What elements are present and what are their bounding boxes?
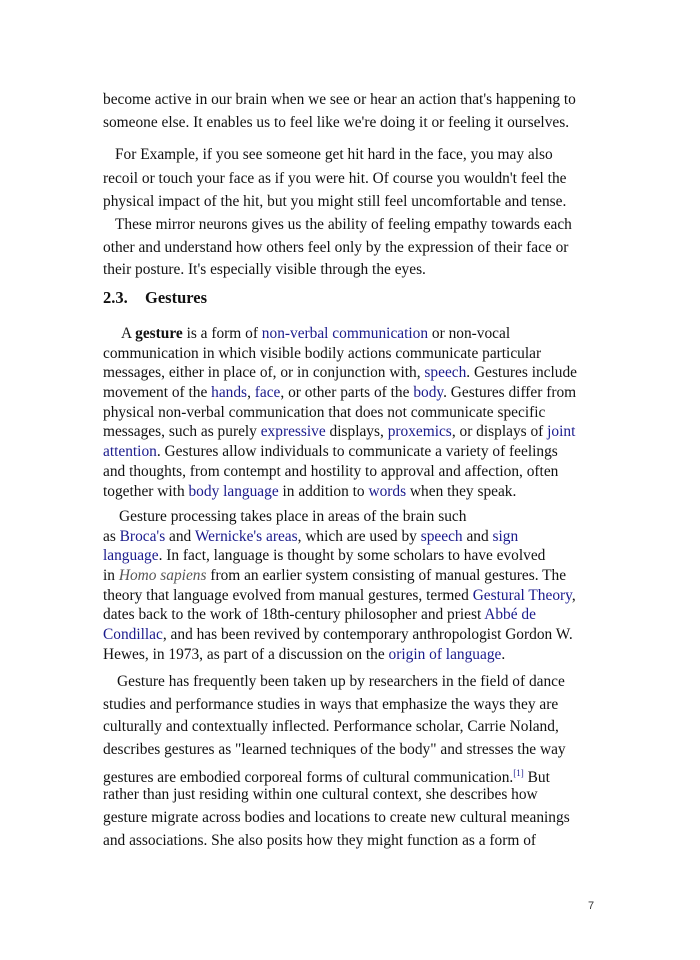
text-run: But	[523, 768, 550, 786]
text-line: their posture. It's especially visible through the eyes.	[103, 261, 426, 278]
text-run: . In fact, language is thought by some scholars to have evolved	[158, 547, 546, 565]
text-run: and	[462, 527, 493, 545]
text-line	[103, 625, 599, 645]
text-run: movement of the	[103, 384, 212, 402]
link-sign-language-cont[interactable]: language	[103, 547, 159, 565]
link-body-language[interactable]: body language	[188, 482, 279, 500]
page-number: 7	[588, 900, 595, 912]
paragraph-mirror-neurons	[103, 88, 599, 134]
text-line	[103, 566, 599, 586]
text-run: is a form of	[182, 325, 262, 342]
text-run: ,	[571, 586, 576, 604]
link-hands[interactable]: hands	[211, 384, 248, 402]
text-run: or non-vocal	[428, 325, 511, 342]
link-origin-of-language[interactable]: origin of language	[388, 645, 502, 663]
footnote-reference[interactable]: [1]	[513, 767, 524, 778]
link-non-verbal-communication[interactable]: non-verbal communication	[261, 325, 429, 342]
paragraph-gesture-definition	[103, 324, 599, 501]
text-line	[103, 605, 599, 625]
text-run: messages, such as purely	[103, 423, 261, 441]
link-proxemics[interactable]: proxemics	[387, 423, 452, 441]
text-run: when they speak.	[406, 482, 517, 500]
text-line	[103, 442, 599, 462]
text-line: and associations. She also posits how they might function as a form of	[103, 831, 537, 849]
link-gestural-theory[interactable]: Gestural Theory	[472, 586, 572, 604]
text-line: describes gestures as "learned techniques of the body" and stresses the way	[103, 741, 566, 759]
text-run: displays,	[325, 423, 388, 441]
link-abbe-de-condillac[interactable]: Abbé de	[484, 606, 536, 624]
text-line	[103, 527, 599, 547]
text-line: These mirror neurons gives us the ability of feeling empathy towards each	[115, 216, 572, 233]
link-body[interactable]: body	[413, 384, 444, 402]
text-run: , and has been revived by contemporary anthropologist Gordon W.	[162, 626, 573, 644]
link-words[interactable]: words	[368, 482, 407, 500]
text-run: .	[501, 645, 506, 663]
text-run: in addition to	[278, 482, 369, 500]
italic-homo-sapiens: Homo sapiens	[118, 567, 207, 585]
text-line	[103, 645, 599, 665]
text-run: Hewes, in 1973, as part of a discussion on the	[103, 645, 389, 663]
link-speech[interactable]: speech	[420, 527, 463, 545]
text-run: gestures are embodied corporeal forms of cultural communication.	[103, 768, 514, 786]
text-line: communication in which visible bodily actions communicate particular	[103, 344, 542, 362]
text-line	[103, 324, 599, 344]
section-heading	[103, 286, 207, 310]
text-line: physical impact of the hit, but you might still feel uncomfortable and tense.	[103, 193, 567, 210]
text-line: become active in our brain when we see or hear an action that's happening to	[103, 91, 576, 108]
section-number: 2.3.	[103, 288, 128, 307]
link-sign-language[interactable]: sign	[492, 527, 519, 545]
text-line: studies and performance studies in ways that emphasize the ways they are	[103, 695, 559, 713]
text-line	[103, 586, 599, 606]
text-run: , or displays of	[451, 423, 548, 441]
text-line	[103, 383, 599, 403]
text-line: culturally and contextually inflected. Performance scholar, Carrie Noland,	[103, 718, 559, 736]
text-line: For Example, if you see someone get hit hard in the face, you may also	[115, 146, 553, 163]
text-line	[103, 363, 599, 383]
link-face[interactable]: face	[254, 384, 281, 402]
text-run: . Gestures include	[466, 364, 577, 382]
paragraph-example	[103, 143, 599, 214]
text-line: other and understand how others feel only by the expression of their face or	[103, 238, 569, 256]
link-brocas-area[interactable]: Broca's	[119, 527, 166, 545]
paragraph-gesture-processing	[103, 507, 599, 665]
text-line: physical non-verbal communication that does not communicate specific	[103, 403, 546, 421]
text-line: rather than just residing within one cultural context, she describes how	[103, 786, 538, 804]
link-joint-attention[interactable]: joint	[547, 423, 576, 441]
text-run: theory that language evolved from manual gestures, termed	[103, 586, 473, 604]
text-run: together with	[103, 482, 189, 500]
text-run: A	[121, 325, 136, 342]
text-run: dates back to the work of 18th-century philosopher and priest	[103, 606, 485, 624]
text-run: messages, either in place of, or in conjunction with,	[103, 364, 425, 382]
link-speech[interactable]: speech	[424, 364, 467, 382]
link-wernickes-area[interactable]: Wernicke's areas	[194, 527, 298, 545]
text-run: in	[103, 567, 119, 585]
text-run: . Gestures allow individuals to communicate a variety of feelings	[156, 443, 558, 461]
paragraph-empathy	[103, 214, 599, 282]
text-line: gesture migrate across bodies and locations to create new cultural meanings	[103, 809, 570, 827]
text-run: and	[165, 527, 195, 545]
text-line	[103, 482, 599, 502]
text-line: someone else. It enables us to feel like we're doing it or feeling it ourselves.	[103, 114, 570, 131]
text-run: from an earlier system consisting of manual gestures. The	[206, 567, 567, 585]
text-run: as	[103, 527, 120, 545]
text-line: and thoughts, from contempt and hostility to approval and affection, often	[103, 462, 559, 480]
text-line	[103, 546, 599, 566]
text-line	[103, 422, 599, 442]
text-line: recoil or touch your face as if you were hit. Of course you wouldn't feel the	[103, 169, 567, 187]
text-run: ,	[247, 384, 255, 402]
text-line	[103, 762, 599, 785]
text-run: , which are used by	[297, 527, 421, 545]
text-run: , or other parts of the	[280, 384, 414, 402]
term-gesture: gesture	[135, 325, 183, 342]
section-title: Gestures	[145, 288, 208, 307]
link-joint-attention-cont[interactable]: attention	[103, 443, 157, 461]
text-run: . Gestures differ from	[443, 384, 577, 402]
link-expressive[interactable]: expressive	[260, 423, 326, 441]
paragraph-dance-studies	[103, 671, 599, 853]
link-abbe-de-condillac-cont[interactable]: Condillac	[103, 626, 163, 644]
text-line: Gesture processing takes place in areas of the brain such	[119, 508, 467, 525]
text-line: Gesture has frequently been taken up by researchers in the field of dance	[117, 673, 565, 690]
